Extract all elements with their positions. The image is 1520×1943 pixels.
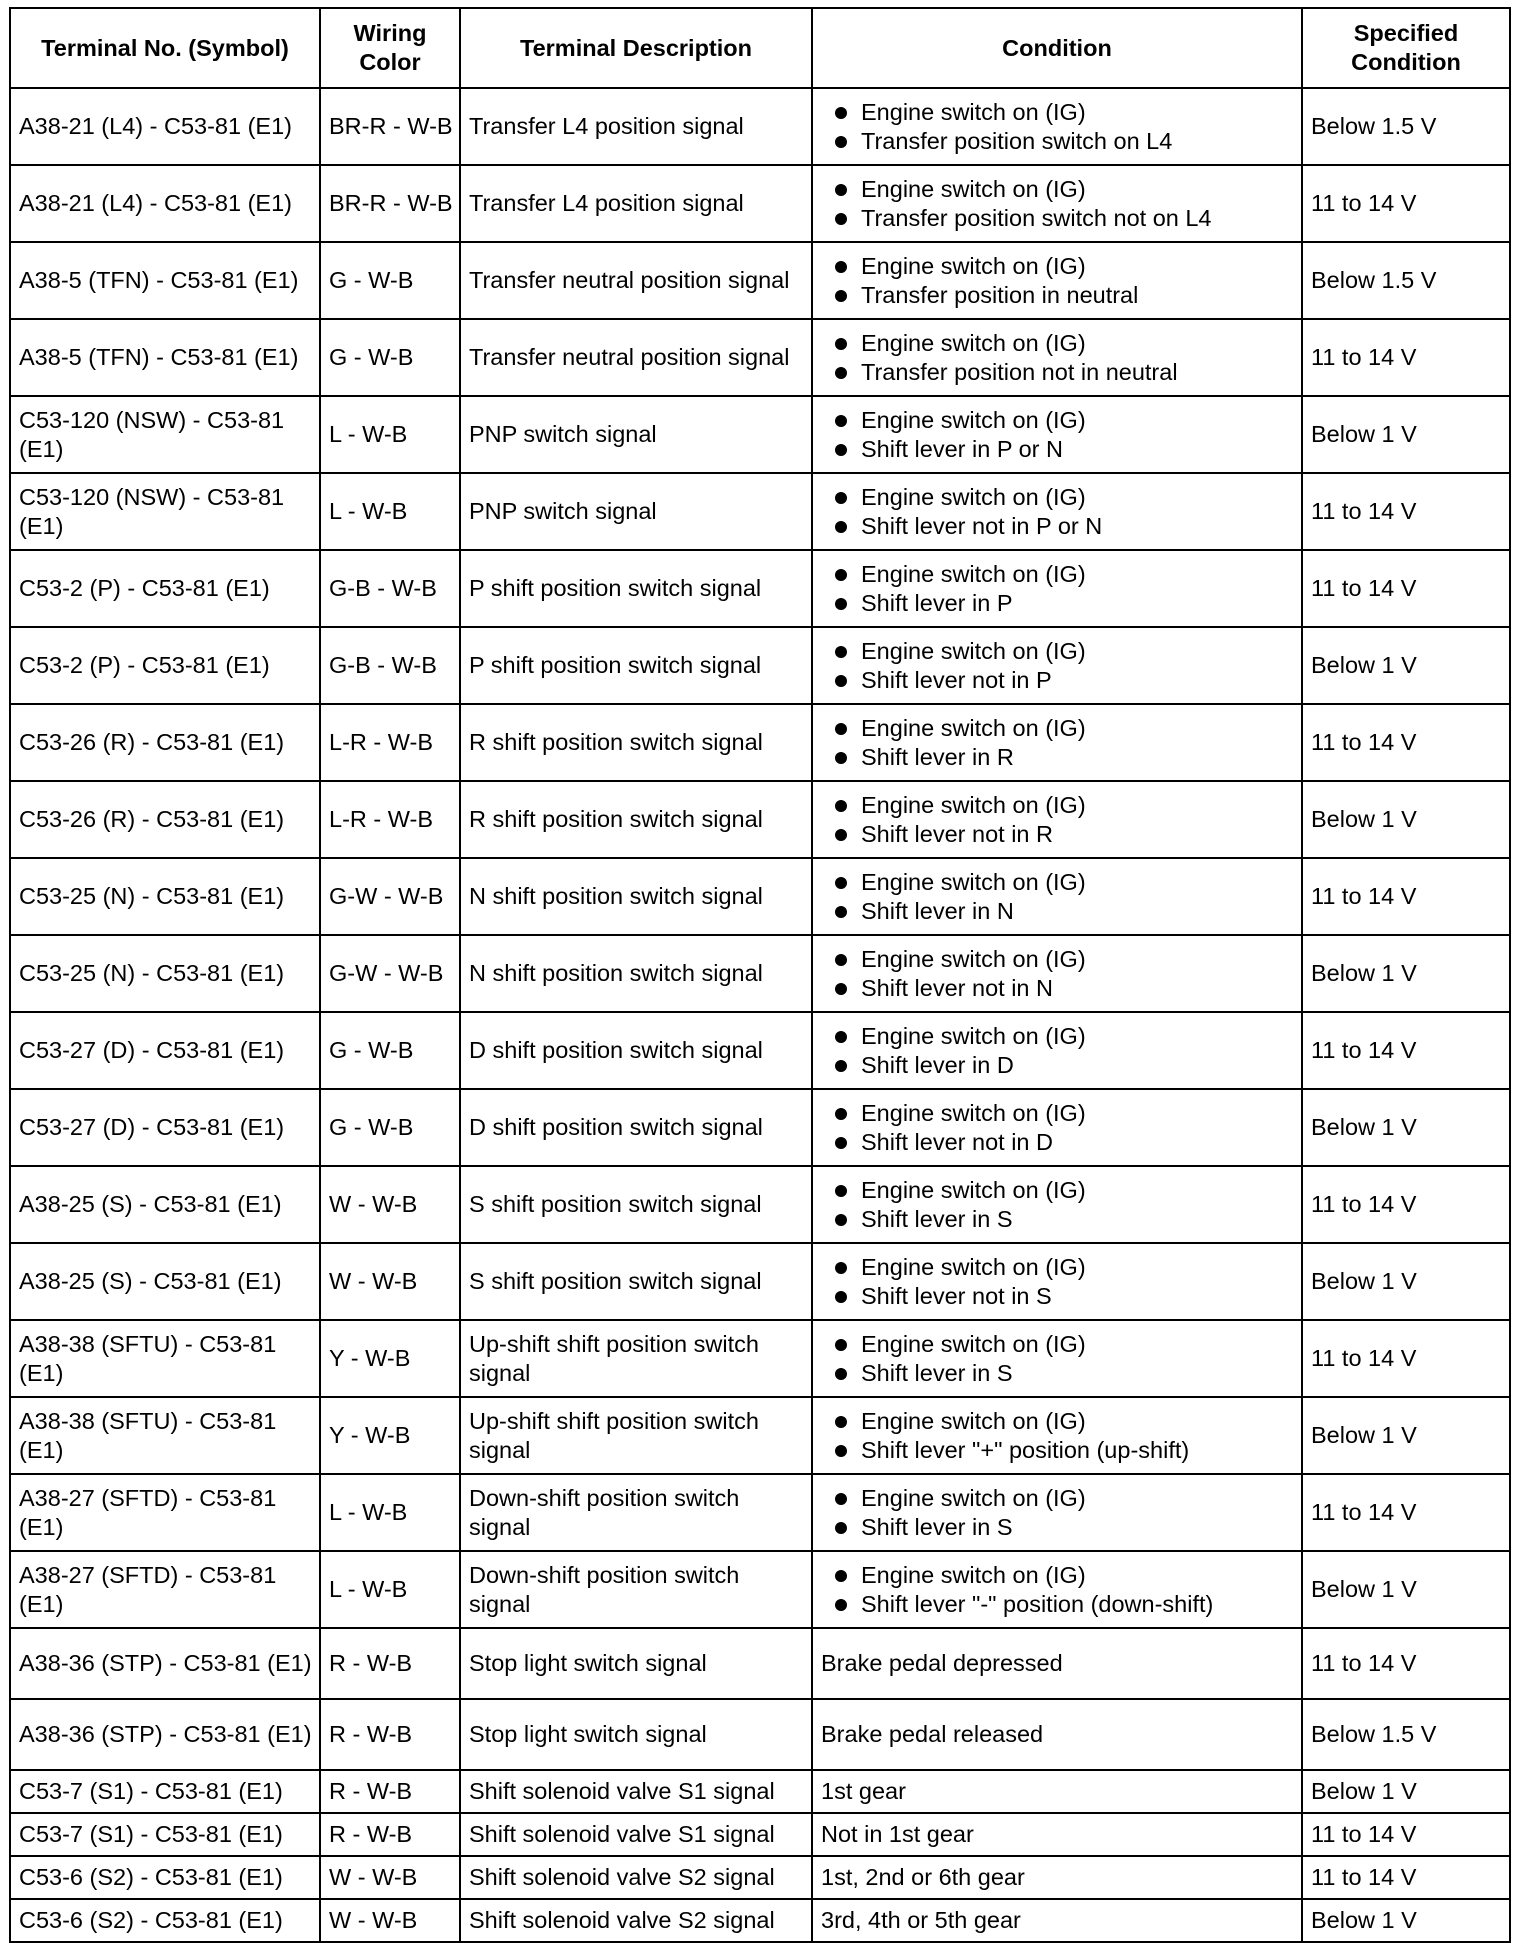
condition-cell <box>812 627 1302 704</box>
description-cell: Stop light switch signal <box>460 1628 812 1699</box>
specified-condition-cell: 11 to 14 V <box>1302 319 1510 396</box>
condition-cell <box>812 1089 1302 1166</box>
description-cell: Transfer L4 position signal <box>460 88 812 165</box>
terminal-cell: A38-36 (STP) - C53-81 (E1) <box>10 1628 320 1699</box>
terminal-cell: C53-26 (R) - C53-81 (E1) <box>10 781 320 858</box>
specified-condition-cell: Below 1 V <box>1302 627 1510 704</box>
condition-item: Engine switch on (IG) <box>821 1407 1295 1436</box>
condition-item: Engine switch on (IG) <box>821 252 1295 281</box>
condition-item: Transfer position in neutral <box>821 281 1295 310</box>
specified-condition-cell: Below 1 V <box>1302 1397 1510 1474</box>
table-row <box>10 165 1510 242</box>
specified-condition-cell: Below 1 V <box>1302 1089 1510 1166</box>
description-cell: Down-shift position switch signal <box>460 1474 812 1551</box>
description-cell: Shift solenoid valve S1 signal <box>460 1770 812 1813</box>
description-cell: Transfer L4 position signal <box>460 165 812 242</box>
header-specified-condition: Specified Condition <box>1302 8 1510 88</box>
terminal-cell: A38-38 (SFTU) - C53-81 (E1) <box>10 1397 320 1474</box>
condition-item: Engine switch on (IG) <box>821 175 1295 204</box>
condition-cell <box>812 1699 1302 1770</box>
specified-condition-cell: 11 to 14 V <box>1302 1012 1510 1089</box>
terminal-cell: A38-5 (TFN) - C53-81 (E1) <box>10 242 320 319</box>
wiring-color-cell: G - W-B <box>320 1089 460 1166</box>
wiring-color-cell: G-B - W-B <box>320 627 460 704</box>
specified-condition-cell: Below 1 V <box>1302 1770 1510 1813</box>
specified-condition-cell: Below 1 V <box>1302 396 1510 473</box>
table-row <box>10 1166 1510 1243</box>
condition-text: Brake pedal depressed <box>821 1650 1063 1677</box>
table-row <box>10 242 1510 319</box>
table-row <box>10 1551 1510 1628</box>
table-row <box>10 1856 1510 1899</box>
wiring-color-cell: W - W-B <box>320 1856 460 1899</box>
condition-item: Transfer position not in neutral <box>821 358 1295 387</box>
table-row <box>10 1813 1510 1856</box>
wiring-color-cell: R - W-B <box>320 1699 460 1770</box>
specified-condition-cell: Below 1 V <box>1302 781 1510 858</box>
table-row <box>10 396 1510 473</box>
condition-item: Shift lever in S <box>821 1513 1295 1542</box>
condition-list <box>821 714 1295 771</box>
wiring-color-cell: G - W-B <box>320 1012 460 1089</box>
wiring-color-cell: W - W-B <box>320 1899 460 1942</box>
condition-item: Shift lever not in D <box>821 1128 1295 1157</box>
condition-list <box>821 252 1295 309</box>
description-cell: Down-shift position switch signal <box>460 1551 812 1628</box>
terminal-cell: C53-7 (S1) - C53-81 (E1) <box>10 1770 320 1813</box>
specified-condition-cell: 11 to 14 V <box>1302 1813 1510 1856</box>
condition-cell <box>812 242 1302 319</box>
condition-cell <box>812 1243 1302 1320</box>
table-row <box>10 858 1510 935</box>
description-cell: Transfer neutral position signal <box>460 242 812 319</box>
wiring-color-cell: BR-R - W-B <box>320 165 460 242</box>
specified-condition-cell: Below 1.5 V <box>1302 88 1510 165</box>
condition-item: Shift lever in R <box>821 743 1295 772</box>
specified-condition-cell: Below 1 V <box>1302 935 1510 1012</box>
terminal-cell: A38-5 (TFN) - C53-81 (E1) <box>10 319 320 396</box>
terminal-cell: C53-27 (D) - C53-81 (E1) <box>10 1089 320 1166</box>
condition-cell <box>812 88 1302 165</box>
condition-list <box>821 1561 1295 1618</box>
specified-condition-cell: 11 to 14 V <box>1302 1856 1510 1899</box>
condition-item: Shift lever in D <box>821 1051 1295 1080</box>
wiring-color-cell: L - W-B <box>320 473 460 550</box>
condition-list <box>821 1407 1295 1464</box>
condition-cell <box>812 1320 1302 1397</box>
description-cell: P shift position switch signal <box>460 627 812 704</box>
specified-condition-cell: Below 1 V <box>1302 1551 1510 1628</box>
description-cell: D shift position switch signal <box>460 1089 812 1166</box>
terminal-cell: A38-21 (L4) - C53-81 (E1) <box>10 165 320 242</box>
terminal-cell: C53-25 (N) - C53-81 (E1) <box>10 858 320 935</box>
condition-item: Shift lever "-" position (down-shift) <box>821 1590 1295 1619</box>
description-cell: S shift position switch signal <box>460 1243 812 1320</box>
condition-item: Transfer position switch not on L4 <box>821 204 1295 233</box>
table-row <box>10 781 1510 858</box>
description-cell: Shift solenoid valve S2 signal <box>460 1856 812 1899</box>
description-cell: Stop light switch signal <box>460 1699 812 1770</box>
condition-item: Shift lever not in P or N <box>821 512 1295 541</box>
description-cell: PNP switch signal <box>460 473 812 550</box>
condition-text: Brake pedal released <box>821 1721 1044 1748</box>
condition-list <box>821 329 1295 386</box>
condition-cell <box>812 1628 1302 1699</box>
terminal-cell: A38-21 (L4) - C53-81 (E1) <box>10 88 320 165</box>
condition-cell <box>812 1813 1302 1856</box>
description-cell: Transfer neutral position signal <box>460 319 812 396</box>
table-row <box>10 704 1510 781</box>
description-cell: Up-shift shift position switch signal <box>460 1397 812 1474</box>
condition-cell <box>812 396 1302 473</box>
terminal-cell: C53-27 (D) - C53-81 (E1) <box>10 1012 320 1089</box>
description-cell: Shift solenoid valve S1 signal <box>460 1813 812 1856</box>
condition-cell <box>812 704 1302 781</box>
header-wiring-color: Wiring Color <box>320 8 460 88</box>
terminal-cell: A38-27 (SFTD) - C53-81 (E1) <box>10 1551 320 1628</box>
header-terminal: Terminal No. (Symbol) <box>10 8 320 88</box>
condition-text: 1st, 2nd or 6th gear <box>821 1864 1025 1891</box>
condition-item: Shift lever not in N <box>821 974 1295 1003</box>
terminal-specification-table <box>9 7 1511 1943</box>
condition-cell <box>812 1166 1302 1243</box>
condition-item: Engine switch on (IG) <box>821 483 1295 512</box>
wiring-color-cell: Y - W-B <box>320 1397 460 1474</box>
terminal-cell: C53-25 (N) - C53-81 (E1) <box>10 935 320 1012</box>
condition-cell <box>812 1899 1302 1942</box>
description-cell: S shift position switch signal <box>460 1166 812 1243</box>
condition-item: Shift lever in S <box>821 1205 1295 1234</box>
description-cell: D shift position switch signal <box>460 1012 812 1089</box>
wiring-color-cell: BR-R - W-B <box>320 88 460 165</box>
table-row <box>10 473 1510 550</box>
specified-condition-cell: 11 to 14 V <box>1302 1320 1510 1397</box>
wiring-color-cell: L - W-B <box>320 396 460 473</box>
condition-list <box>821 406 1295 463</box>
condition-item: Engine switch on (IG) <box>821 945 1295 974</box>
condition-list <box>821 560 1295 617</box>
condition-item: Engine switch on (IG) <box>821 714 1295 743</box>
condition-cell <box>812 858 1302 935</box>
table-row <box>10 1770 1510 1813</box>
table-row <box>10 1320 1510 1397</box>
specified-condition-cell: 11 to 14 V <box>1302 1474 1510 1551</box>
specified-condition-cell: Below 1.5 V <box>1302 1699 1510 1770</box>
table-body <box>10 88 1510 1942</box>
condition-cell <box>812 1012 1302 1089</box>
condition-item: Engine switch on (IG) <box>821 1176 1295 1205</box>
terminal-cell: C53-2 (P) - C53-81 (E1) <box>10 550 320 627</box>
condition-item: Engine switch on (IG) <box>821 1561 1295 1590</box>
condition-list <box>821 1099 1295 1156</box>
table-row <box>10 1699 1510 1770</box>
condition-cell <box>812 1397 1302 1474</box>
description-cell: N shift position switch signal <box>460 858 812 935</box>
table-row <box>10 88 1510 165</box>
condition-cell <box>812 1770 1302 1813</box>
table-row <box>10 627 1510 704</box>
table-row <box>10 1243 1510 1320</box>
wiring-color-cell: W - W-B <box>320 1243 460 1320</box>
description-cell: R shift position switch signal <box>460 781 812 858</box>
wiring-color-cell: L-R - W-B <box>320 704 460 781</box>
specified-condition-cell: 11 to 14 V <box>1302 704 1510 781</box>
condition-cell <box>812 1551 1302 1628</box>
condition-item: Shift lever "+" position (up-shift) <box>821 1436 1295 1465</box>
condition-list <box>821 98 1295 155</box>
header-terminal-description: Terminal Description <box>460 8 812 88</box>
description-cell: P shift position switch signal <box>460 550 812 627</box>
table-row <box>10 1397 1510 1474</box>
wiring-color-cell: R - W-B <box>320 1813 460 1856</box>
condition-list <box>821 483 1295 540</box>
condition-list <box>821 1484 1295 1541</box>
condition-item: Shift lever in P or N <box>821 435 1295 464</box>
wiring-color-cell: R - W-B <box>320 1628 460 1699</box>
wiring-color-cell: G - W-B <box>320 242 460 319</box>
condition-list <box>821 945 1295 1002</box>
terminal-cell: A38-38 (SFTU) - C53-81 (E1) <box>10 1320 320 1397</box>
wiring-color-cell: G-W - W-B <box>320 858 460 935</box>
condition-item: Engine switch on (IG) <box>821 868 1295 897</box>
condition-list <box>821 1253 1295 1310</box>
header-condition: Condition <box>812 8 1302 88</box>
condition-item: Shift lever in N <box>821 897 1295 926</box>
condition-text: 1st gear <box>821 1778 906 1805</box>
condition-cell <box>812 550 1302 627</box>
wiring-color-cell: G-B - W-B <box>320 550 460 627</box>
description-cell: N shift position switch signal <box>460 935 812 1012</box>
condition-cell <box>812 473 1302 550</box>
condition-cell <box>812 935 1302 1012</box>
wiring-color-cell: W - W-B <box>320 1166 460 1243</box>
specified-condition-cell: Below 1.5 V <box>1302 242 1510 319</box>
wiring-color-cell: R - W-B <box>320 1770 460 1813</box>
terminal-cell: C53-2 (P) - C53-81 (E1) <box>10 627 320 704</box>
condition-list <box>821 1176 1295 1233</box>
specified-condition-cell: Below 1 V <box>1302 1243 1510 1320</box>
wiring-color-cell: G-W - W-B <box>320 935 460 1012</box>
terminal-cell: A38-36 (STP) - C53-81 (E1) <box>10 1699 320 1770</box>
terminal-cell: C53-6 (S2) - C53-81 (E1) <box>10 1856 320 1899</box>
description-cell: R shift position switch signal <box>460 704 812 781</box>
wiring-color-cell: L - W-B <box>320 1474 460 1551</box>
specified-condition-cell: 11 to 14 V <box>1302 858 1510 935</box>
condition-item: Engine switch on (IG) <box>821 1253 1295 1282</box>
condition-cell <box>812 319 1302 396</box>
specified-condition-cell: 11 to 14 V <box>1302 550 1510 627</box>
terminal-cell: C53-120 (NSW) - C53-81 (E1) <box>10 396 320 473</box>
condition-text: Not in 1st gear <box>821 1821 974 1848</box>
condition-item: Engine switch on (IG) <box>821 1099 1295 1128</box>
condition-item: Shift lever in P <box>821 589 1295 618</box>
condition-list <box>821 791 1295 848</box>
condition-item: Engine switch on (IG) <box>821 1484 1295 1513</box>
condition-item: Engine switch on (IG) <box>821 560 1295 589</box>
condition-cell <box>812 1474 1302 1551</box>
header-row <box>10 8 1510 88</box>
condition-item: Engine switch on (IG) <box>821 406 1295 435</box>
condition-item: Engine switch on (IG) <box>821 98 1295 127</box>
terminal-cell: A38-25 (S) - C53-81 (E1) <box>10 1243 320 1320</box>
condition-item: Shift lever not in R <box>821 820 1295 849</box>
table-row <box>10 550 1510 627</box>
specified-condition-cell: 11 to 14 V <box>1302 165 1510 242</box>
table-row <box>10 1089 1510 1166</box>
condition-item: Engine switch on (IG) <box>821 791 1295 820</box>
terminal-cell: C53-26 (R) - C53-81 (E1) <box>10 704 320 781</box>
condition-cell <box>812 1856 1302 1899</box>
condition-item: Shift lever in S <box>821 1359 1295 1388</box>
specified-condition-cell: Below 1 V <box>1302 1899 1510 1942</box>
condition-item: Shift lever not in S <box>821 1282 1295 1311</box>
condition-item: Engine switch on (IG) <box>821 637 1295 666</box>
condition-cell <box>812 165 1302 242</box>
condition-item: Transfer position switch on L4 <box>821 127 1295 156</box>
terminal-cell: C53-120 (NSW) - C53-81 (E1) <box>10 473 320 550</box>
table-row <box>10 1012 1510 1089</box>
terminal-cell: C53-6 (S2) - C53-81 (E1) <box>10 1899 320 1942</box>
wiring-color-cell: Y - W-B <box>320 1320 460 1397</box>
condition-list <box>821 1330 1295 1387</box>
condition-item: Engine switch on (IG) <box>821 1022 1295 1051</box>
condition-list <box>821 637 1295 694</box>
condition-item: Engine switch on (IG) <box>821 329 1295 358</box>
table-row <box>10 1628 1510 1699</box>
terminal-cell: A38-27 (SFTD) - C53-81 (E1) <box>10 1474 320 1551</box>
condition-item: Engine switch on (IG) <box>821 1330 1295 1359</box>
description-cell: Shift solenoid valve S2 signal <box>460 1899 812 1942</box>
condition-list <box>821 175 1295 232</box>
specified-condition-cell: 11 to 14 V <box>1302 473 1510 550</box>
condition-item: Shift lever not in P <box>821 666 1295 695</box>
description-cell: PNP switch signal <box>460 396 812 473</box>
table-row <box>10 1474 1510 1551</box>
terminal-cell: A38-25 (S) - C53-81 (E1) <box>10 1166 320 1243</box>
specified-condition-cell: 11 to 14 V <box>1302 1628 1510 1699</box>
condition-list <box>821 868 1295 925</box>
description-cell: Up-shift shift position switch signal <box>460 1320 812 1397</box>
condition-list <box>821 1022 1295 1079</box>
table-row <box>10 935 1510 1012</box>
wiring-color-cell: L-R - W-B <box>320 781 460 858</box>
table-row <box>10 319 1510 396</box>
terminal-cell: C53-7 (S1) - C53-81 (E1) <box>10 1813 320 1856</box>
condition-text: 3rd, 4th or 5th gear <box>821 1907 1021 1934</box>
wiring-color-cell: G - W-B <box>320 319 460 396</box>
condition-cell <box>812 781 1302 858</box>
specified-condition-cell: 11 to 14 V <box>1302 1166 1510 1243</box>
wiring-color-cell: L - W-B <box>320 1551 460 1628</box>
table-row <box>10 1899 1510 1942</box>
